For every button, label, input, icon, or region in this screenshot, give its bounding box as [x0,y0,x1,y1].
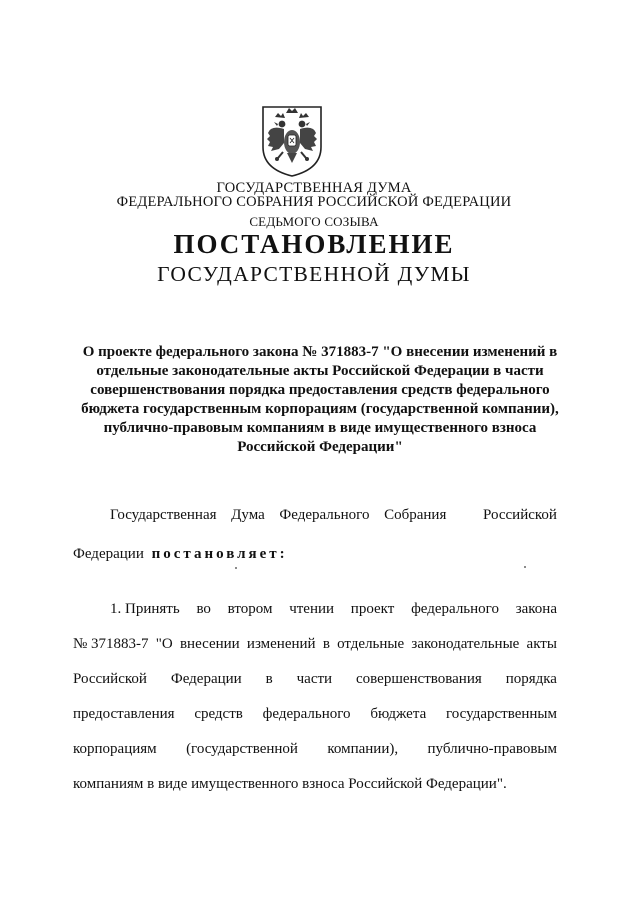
word: законодательные [411,636,520,652]
word: отдельные [337,636,405,652]
word: во [196,601,211,617]
item1-line-6: компаниям в виде имущественного взноса Российской Федерации". [73,776,507,792]
word: (государственной [186,741,298,757]
word: закона [515,601,557,617]
item1-line-3 [73,671,557,688]
heading-line: публично-правовым компаниям в виде имущественного взноса [103,420,537,436]
word: публично-правовым [427,741,557,757]
word: в [322,636,330,652]
scan-speck [235,567,237,569]
word: проект [350,601,395,617]
preamble-line-2 [73,546,557,563]
heading-line: Российской Федерации" [237,439,403,455]
document-title: ПОСТАНОВЛЕНИЕ [173,229,455,259]
header-federal-assembly: ФЕДЕРАЛЬНОГО СОБРАНИЯ РОССИЙСКОЙ ФЕДЕРАЦИИ [116,194,512,210]
preamble-line-1 [110,507,557,524]
word: компании), [327,741,399,757]
scan-speck [524,566,526,568]
word: изменений [246,636,316,652]
item1-line-1 [110,601,557,618]
word: предоставления [73,706,175,722]
decree-verb: постановляет: [151,546,288,562]
heading-line: совершенствования порядка предоставления средств федерального [90,382,550,398]
word: Российской [483,507,557,523]
word: федерального [411,601,499,617]
word: в [265,671,273,687]
state-emblem-icon [259,103,325,179]
word: Государственная [110,507,217,523]
heading-line: отдельные законодательные акты Российской Федерации в части [96,363,544,379]
word: № 371883-7 [73,636,149,652]
word: средств [194,706,243,722]
word: бюджета [370,706,427,722]
heading-line: бюджета государственным корпорациям (государственной компании), [81,401,559,417]
item1-line-2 [73,636,557,653]
word: Российской [73,671,147,687]
word: внесении [179,636,240,652]
document-subtitle: ГОСУДАРСТВЕННОЙ ДУМЫ [157,262,471,286]
word: втором [227,601,273,617]
word: Собрания [384,507,447,523]
word: Федерального [279,507,370,523]
item1-line-4 [73,706,557,723]
heading-line: О проекте федерального закона № 371883-7 "О внесении изменений в [82,344,558,360]
word: Дума [231,507,265,523]
word: Федерации [73,546,144,562]
word: чтении [289,601,335,617]
word: корпорациям [73,741,157,757]
word: государственным [446,706,557,722]
word: акты [526,636,557,652]
word: 1. Принять [110,601,180,617]
word: "О [155,636,173,652]
item1-line-5 [73,741,557,758]
word: федерального [262,706,351,722]
header-duma: ГОСУДАРСТВЕННАЯ ДУМА [216,180,412,196]
header-convocation: СЕДЬМОГО СОЗЫВА [249,214,379,229]
word: части [296,671,333,687]
word: порядка [505,671,557,687]
resolution-heading [70,343,570,457]
word: совершенствования [356,671,482,687]
word: Федерации [170,671,242,687]
